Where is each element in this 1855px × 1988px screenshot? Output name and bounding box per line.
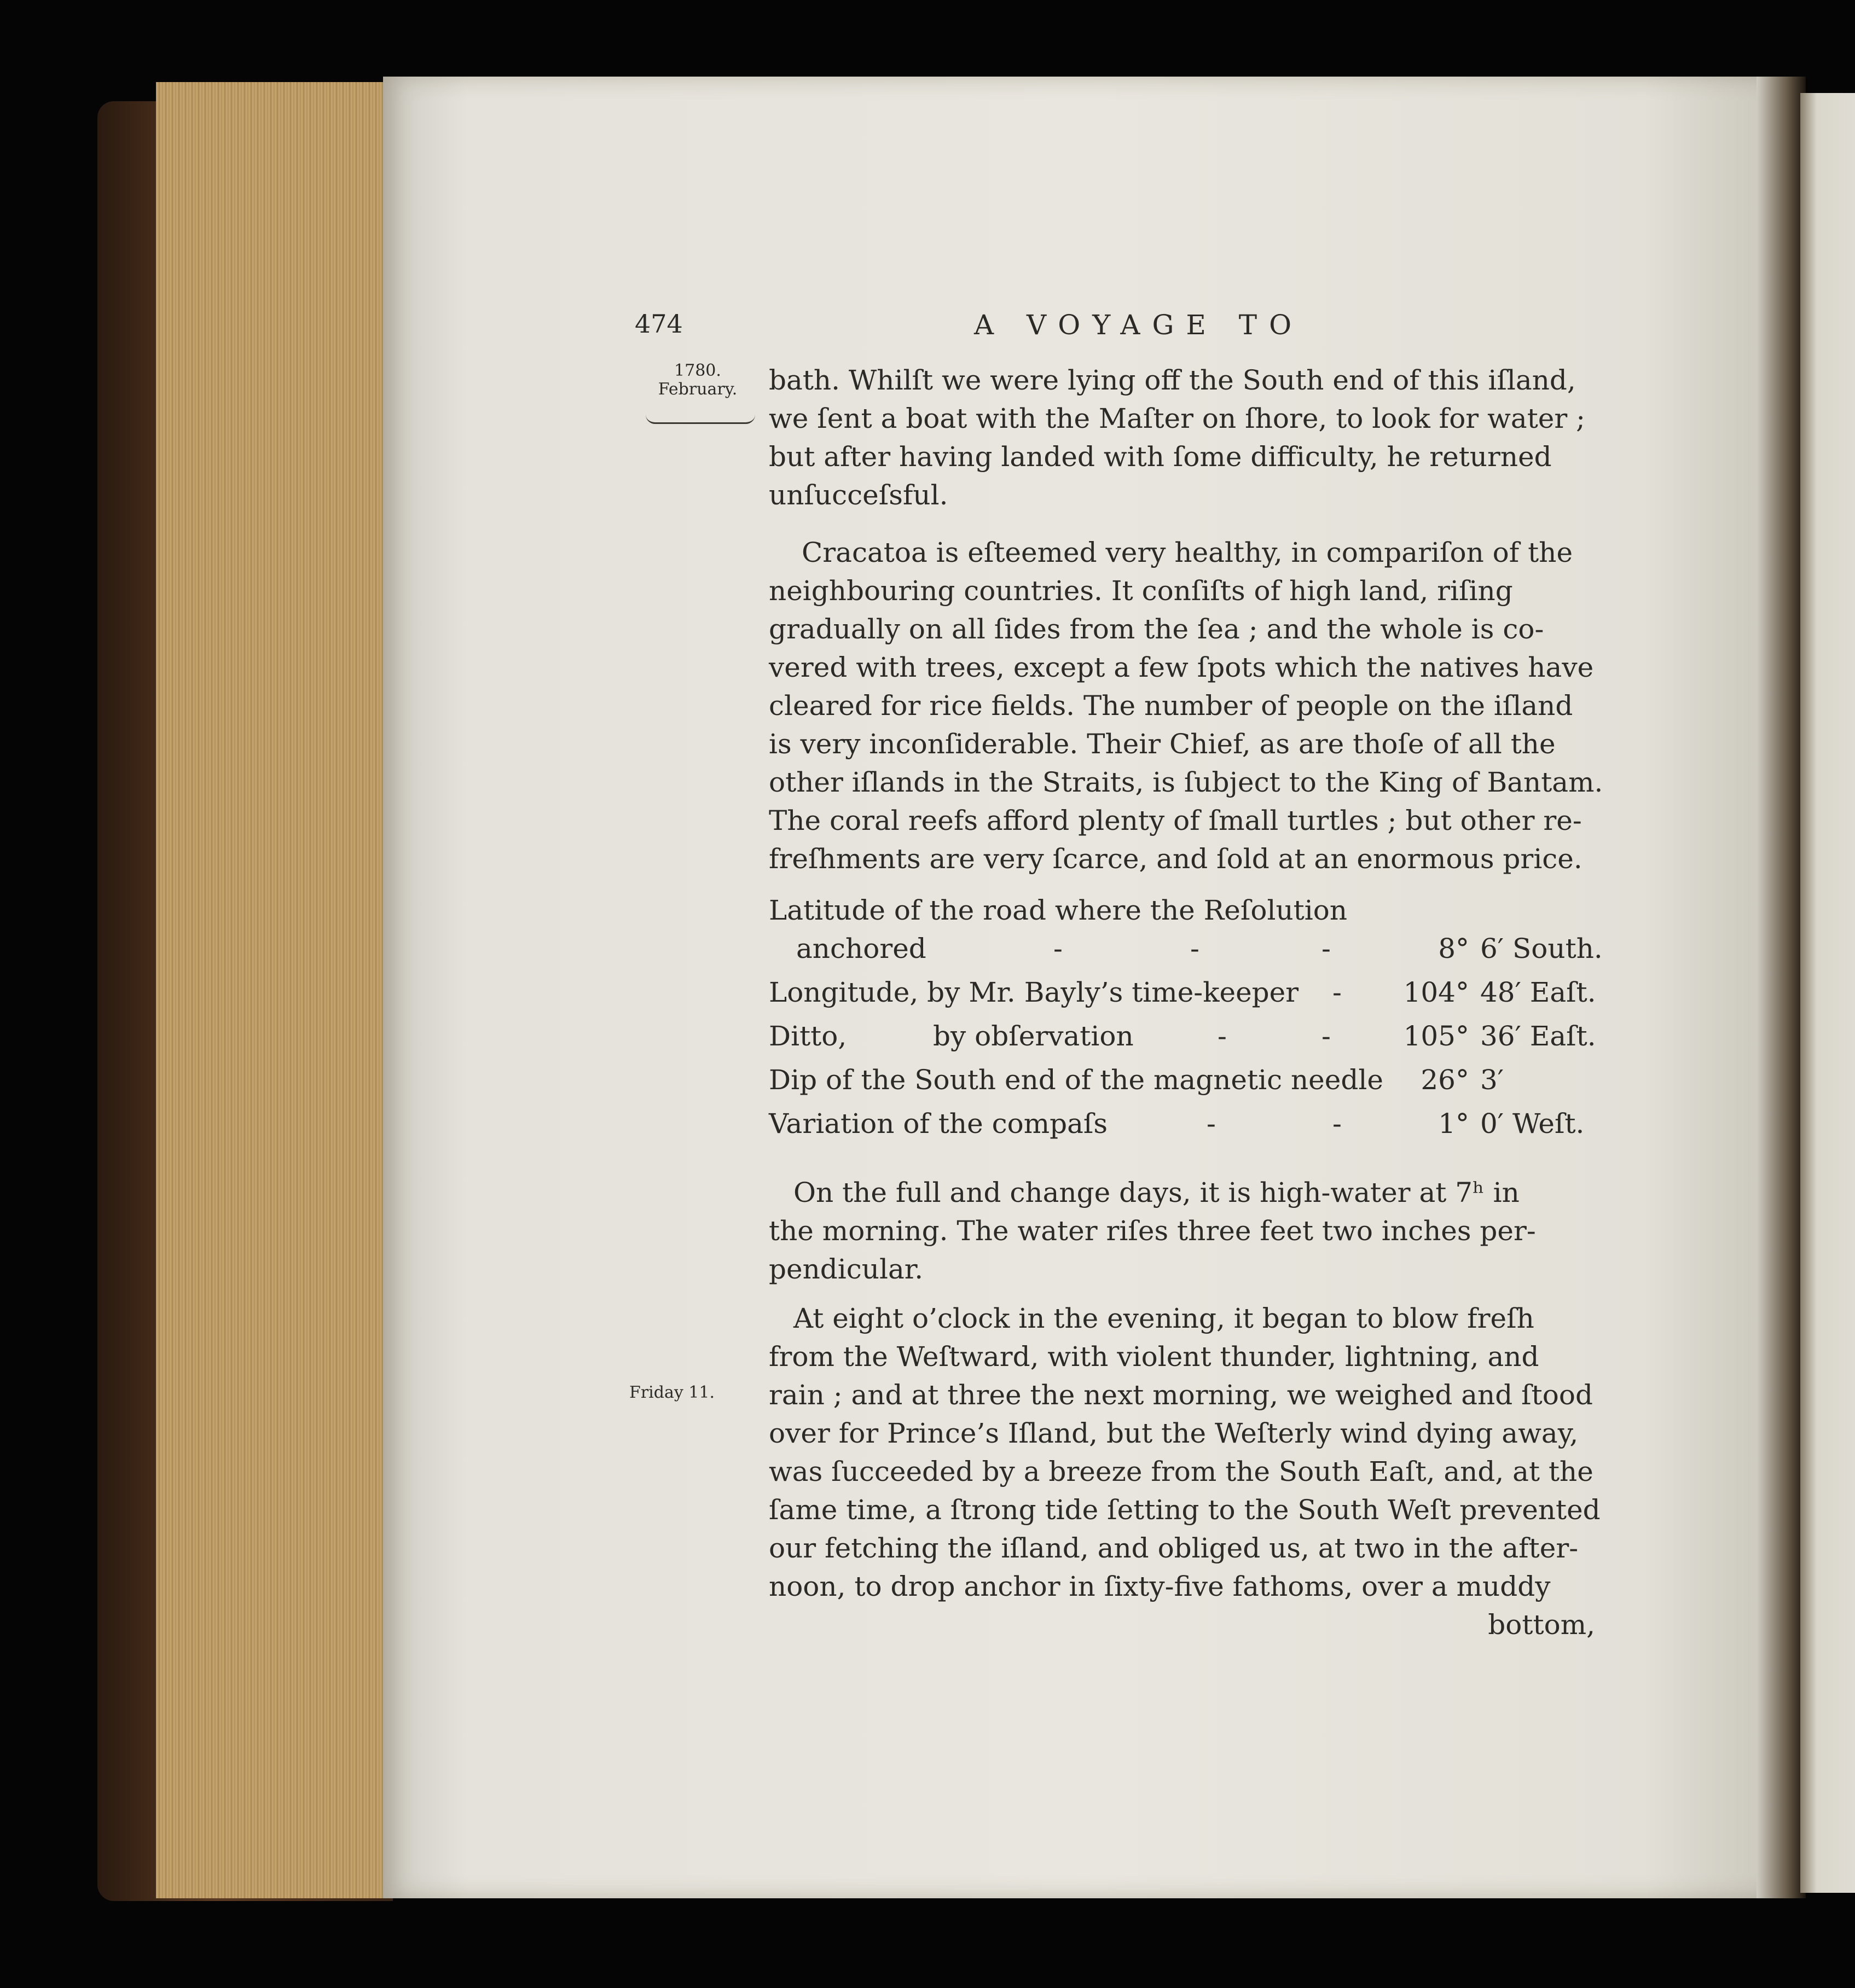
- facing-page-edge: [1800, 93, 1855, 1893]
- text-line: but after having landed with ſome difficulty, he returned: [769, 441, 1552, 473]
- text-line: the morning. The water riſes three feet two inches per-: [769, 1215, 1536, 1247]
- text-line: At eight o’clock in the evening, it began to blow freſh: [793, 1303, 1534, 1334]
- latitude-label-cont: anchored: [796, 933, 926, 964]
- text-line: neighbouring countries. It conſiſts of high land, riſing: [769, 575, 1513, 607]
- margin-date-friday: Friday 11.: [629, 1383, 715, 1402]
- text-line: freſhments are very ſcarce, and ſold at an enormous price.: [769, 843, 1582, 875]
- longitude-minutes: 48′ Eaſt.: [1480, 976, 1596, 1008]
- leader-dash: -: [1332, 976, 1342, 1008]
- leader-dash: -: [1332, 1108, 1342, 1140]
- running-head: A VOYAGE TO: [974, 309, 1304, 341]
- text-line: other iſlands in the Straits, is ſubject to the King of Bantam.: [769, 766, 1603, 798]
- variation-minutes: 0′ Weſt.: [1480, 1108, 1585, 1140]
- longitude-degrees: 104°: [1403, 976, 1469, 1008]
- text-line: ſame time, a ſtrong tide ſetting to the South Weſt prevented: [769, 1494, 1601, 1526]
- table-row-longitude: [769, 976, 1595, 1015]
- ditto-label: Ditto,: [769, 1020, 847, 1052]
- page-edges: [156, 82, 391, 1898]
- text-line: bath. Whilſt we were lying off the South end of this iſland,: [769, 364, 1576, 396]
- table-row-latitude-cont: [769, 933, 1603, 971]
- dip-degrees: 26°: [1421, 1064, 1469, 1096]
- text-line: unſucceſsful.: [769, 479, 948, 511]
- text-line: noon, to drop anchor in ſixty-five fathoms, over a muddy: [769, 1571, 1551, 1602]
- text-line: is very inconſiderable. Their Chief, as are thoſe of all the: [769, 728, 1556, 760]
- catchword: bottom,: [1488, 1609, 1595, 1641]
- latitude-label: Latitude of the road where the Reſolution: [769, 894, 1348, 926]
- text-line: pendicular.: [769, 1253, 924, 1285]
- text-line: we ſent a boat with the Maſter on ſhore, to look for water ;: [769, 403, 1586, 434]
- text-line: On the full and change days, it is high-water at 7ʰ in: [793, 1177, 1520, 1208]
- dip-minutes: 3′: [1480, 1064, 1504, 1096]
- text-line: from the Weſtward, with violent thunder, lightning, and: [769, 1341, 1539, 1373]
- table-row-variation: [769, 1108, 1595, 1146]
- margin-date-year: 1780.: [674, 361, 721, 380]
- book-gutter: [1757, 77, 1806, 1898]
- text-line: rain ; and at three the next morning, we weighed and ſtood: [769, 1379, 1593, 1411]
- table-row-dip: [769, 1064, 1595, 1102]
- margin-date-month: February.: [658, 380, 738, 399]
- leader-dash: -: [1321, 1020, 1331, 1052]
- leader-dash: -: [1321, 933, 1331, 964]
- ditto-minutes: 36′ Eaſt.: [1480, 1020, 1596, 1052]
- leader-dash: -: [1218, 1020, 1227, 1052]
- ditto-method: by obſervation: [933, 1020, 1134, 1052]
- table-row-latitude: [769, 894, 1595, 933]
- latitude-minutes: 6′ South.: [1480, 933, 1603, 964]
- text-line: was ſucceeded by a breeze from the South Eaſt, and, at the: [769, 1456, 1593, 1487]
- text-line: The coral reefs afford plenty of ſmall turtles ; but other re-: [769, 805, 1582, 836]
- text-line: over for Prince’s Iſland, but the Weſterly wind dying away,: [769, 1417, 1579, 1449]
- text-line: our fetching the iſland, and obliged us, at two in the after-: [769, 1532, 1579, 1564]
- page-number: 474: [635, 309, 683, 339]
- ditto-degrees: 105°: [1403, 1020, 1469, 1052]
- table-row-ditto: [769, 1020, 1595, 1059]
- text-line: vered with trees, except a few ſpots which the natives have: [769, 652, 1594, 683]
- leader-dash: -: [1207, 1108, 1216, 1140]
- longitude-label: Longitude, by Mr. Bayly’s time-keeper: [769, 976, 1299, 1008]
- leader-dash: -: [1190, 933, 1199, 964]
- margin-brace: [646, 415, 755, 424]
- variation-degrees: 1°: [1438, 1108, 1469, 1140]
- latitude-degrees: 8°: [1438, 933, 1469, 964]
- text-line: gradually on all ſides from the ſea ; and the whole is co-: [769, 613, 1544, 645]
- text-line: Cracatoa is eſteemed very healthy, in compariſon of the: [802, 537, 1573, 568]
- dip-label: Dip of the South end of the magnetic needle: [769, 1064, 1383, 1096]
- variation-label: Variation of the compaſs: [769, 1108, 1108, 1140]
- text-line: cleared for rice fields. The number of people on the iſland: [769, 690, 1573, 722]
- leader-dash: -: [1053, 933, 1063, 964]
